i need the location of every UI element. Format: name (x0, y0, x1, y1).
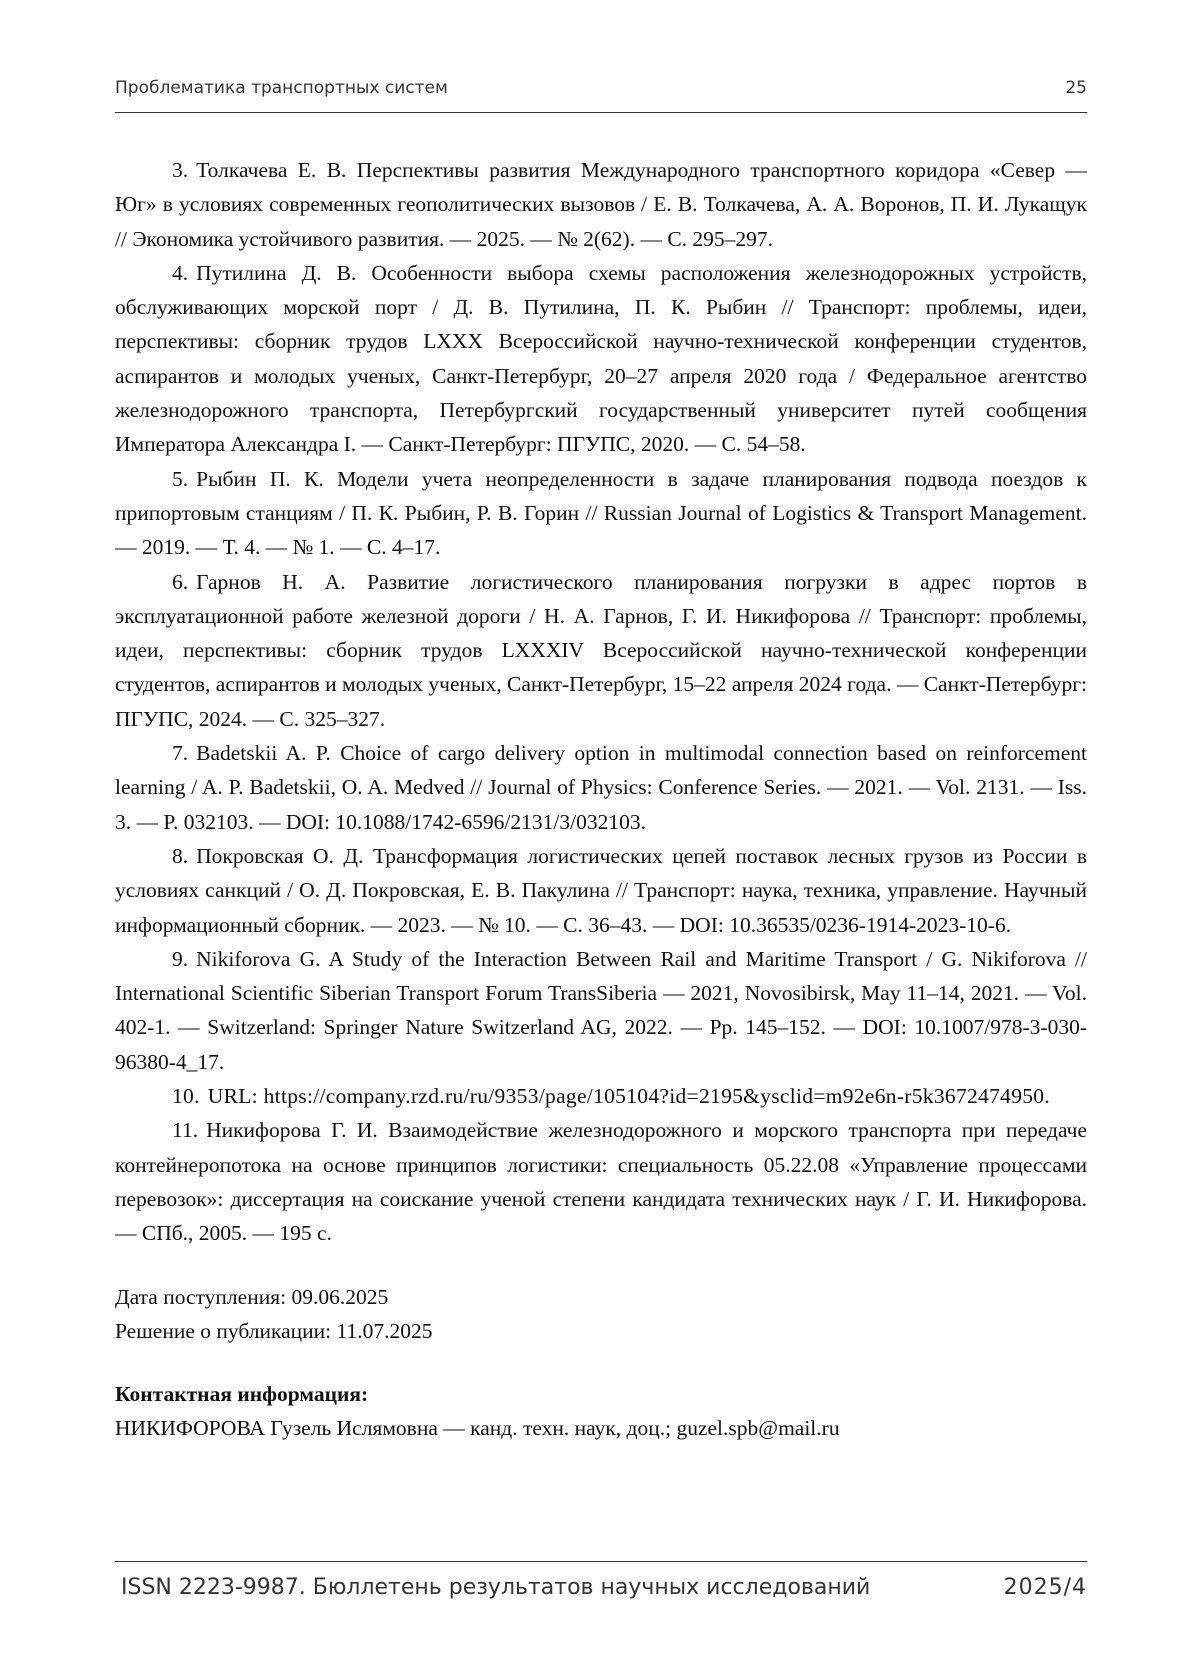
article-dates (115, 1280, 1087, 1349)
reference-number: 7. (172, 741, 189, 766)
reference-number: 6. (172, 569, 189, 594)
reference-number: 10. (172, 1084, 200, 1109)
reference-number: 4. (172, 260, 189, 285)
journal-title: ISSN 2223-9987. Бюллетень результатов научных исследований (121, 1575, 871, 1600)
reference-text: Гарнов Н. А. Развитие логистического планирования погрузки в адрес портов в эксплуатационной работе железной дороги / Н. А. Гарнов, Г. И. Никифорова // Транспорт: проблемы, идеи, перспективы: сборник трудов LXXXIV Всероссийской научно-технической конференции студентов, аспирантов и молодых ученых, Санкт-Петербург, 15–22 апреля 2024 года. — Санкт-Петербург: ПГУПС, 2024. — С. 325–327. (115, 569, 1087, 731)
reference-number: 8. (172, 843, 189, 868)
reference-item (115, 1113, 1087, 1250)
reference-text: URL: https://company.rzd.ru/ru/9353/page/105104?id=2195&ysclid=m92e6n-r5k3672474950. (207, 1084, 1051, 1109)
reference-item (115, 839, 1087, 942)
reference-text: Покровская О. Д. Трансформация логистических цепей поставок лесных грузов из России в условиях санкций / О. Д. Покровская, Е. В. Пакулина // Транспорт: наука, техника, управление. Научный информационный сборник. — 2023. — № 10. — С. 36–43. — DOI: 10.36535/0236-1914-2023-10-6. (115, 843, 1087, 937)
reference-text: Badetskii A. P. Choice of cargo delivery option in multimodal connection based on reinforcement learning / A. P. Badetskii, O. A. Medved // Journal of Physics: Conference Series. — 2021. — Vol. 2131. — Iss. 3. — P. 032103. — DOI: 10.1088/1742-6596/2131/3/032103. (115, 741, 1087, 834)
reference-number: 11. (172, 1118, 199, 1143)
running-title: Проблематика транспортных систем (115, 78, 448, 98)
reference-item (115, 565, 1087, 736)
reference-text: Толкачева Е. В. Перспективы развития Международного транспортного коридора «Север — Юг» в условиях современных геополитических вызовов / Е. В. Толкачева, А. А. Воронов, П. И. Лукащук // Экономика устойчивого развития. — 2025. — № 2(62). — С. 295–297. (115, 158, 1087, 251)
contact-title: Контактная информация: (115, 1382, 369, 1407)
issue-number: 2025/4 (1003, 1575, 1087, 1600)
running-header (115, 76, 1087, 113)
reference-item (115, 256, 1087, 462)
reference-number: 9. (172, 946, 189, 971)
reference-list (115, 153, 1087, 1251)
received-date: Дата поступления: 09.06.2025 (115, 1284, 389, 1309)
reference-item (115, 736, 1087, 839)
reference-text: Рыбин П. К. Модели учета неопределенности в задаче планирования подвода поездов к припортовым станциям / П. К. Рыбин, Р. В. Горин // Russian Journal of Logistics & Transport Management. — 2019. — Т. 4. — № 1. — С. 4–17. (115, 466, 1087, 560)
reference-item (115, 942, 1087, 1079)
reference-text: Путилина Д. В. Особенности выбора схемы расположения железнодорожных устройств, обслуживающих морской порт / Д. В. Путилина, П. К. Рыбин // Транспорт: проблемы, идеи, перспективы: сборник трудов LXXX Всероссийской научно-технической конференции студентов, аспирантов и молодых ученых, Санкт-Петербург, 20–27 апреля 2020 года / Федеральное агентство железнодорожного транспорта, Петербургский государственный университет путей сообщения Императора Александра I. — Санкт-Петербург: ПГУПС, 2020. — С. 54–58. (115, 260, 1087, 457)
reference-text: Никифорова Г. И. Взаимодействие железнодорожного и морского транспорта при передаче контейнеропотока на основе принципов логистики: специальность 05.22.08 «Управление процессами перевозок»: диссертация на соискание ученой степени кандидата технических наук / Г. И. Никифорова. — СПб., 2005. — 195 с. (115, 1118, 1087, 1246)
reference-text: Nikiforova G. A Study of the Interaction Between Rail and Maritime Transport / G. Nikiforova // International Scientific Siberian Transport Forum TransSiberia — 2021, Novosibirsk, May 11–14, 2021. — Vol. 402-1. — Switzerland: Springer Nature Switzerland AG, 2022. — Pp. 145–152. — DOI: 10.1007/978-3-030-96380-4_17. (115, 946, 1087, 1074)
page-number: 25 (1065, 78, 1087, 98)
accepted-date: Решение о публикации: 11.07.2025 (115, 1318, 433, 1343)
running-footer (115, 1561, 1087, 1612)
reference-item (115, 153, 1087, 256)
reference-item (115, 1079, 1087, 1113)
contact-info (115, 1377, 1087, 1446)
page-body (115, 153, 1087, 1446)
reference-number: 5. (172, 466, 189, 491)
reference-number: 3. (172, 158, 189, 182)
contact-line: НИКИФОРОВА Гузель Ислямовна — канд. техн. наук, доц.; guzel.spb@mail.ru (115, 1416, 840, 1441)
reference-item (115, 462, 1087, 565)
